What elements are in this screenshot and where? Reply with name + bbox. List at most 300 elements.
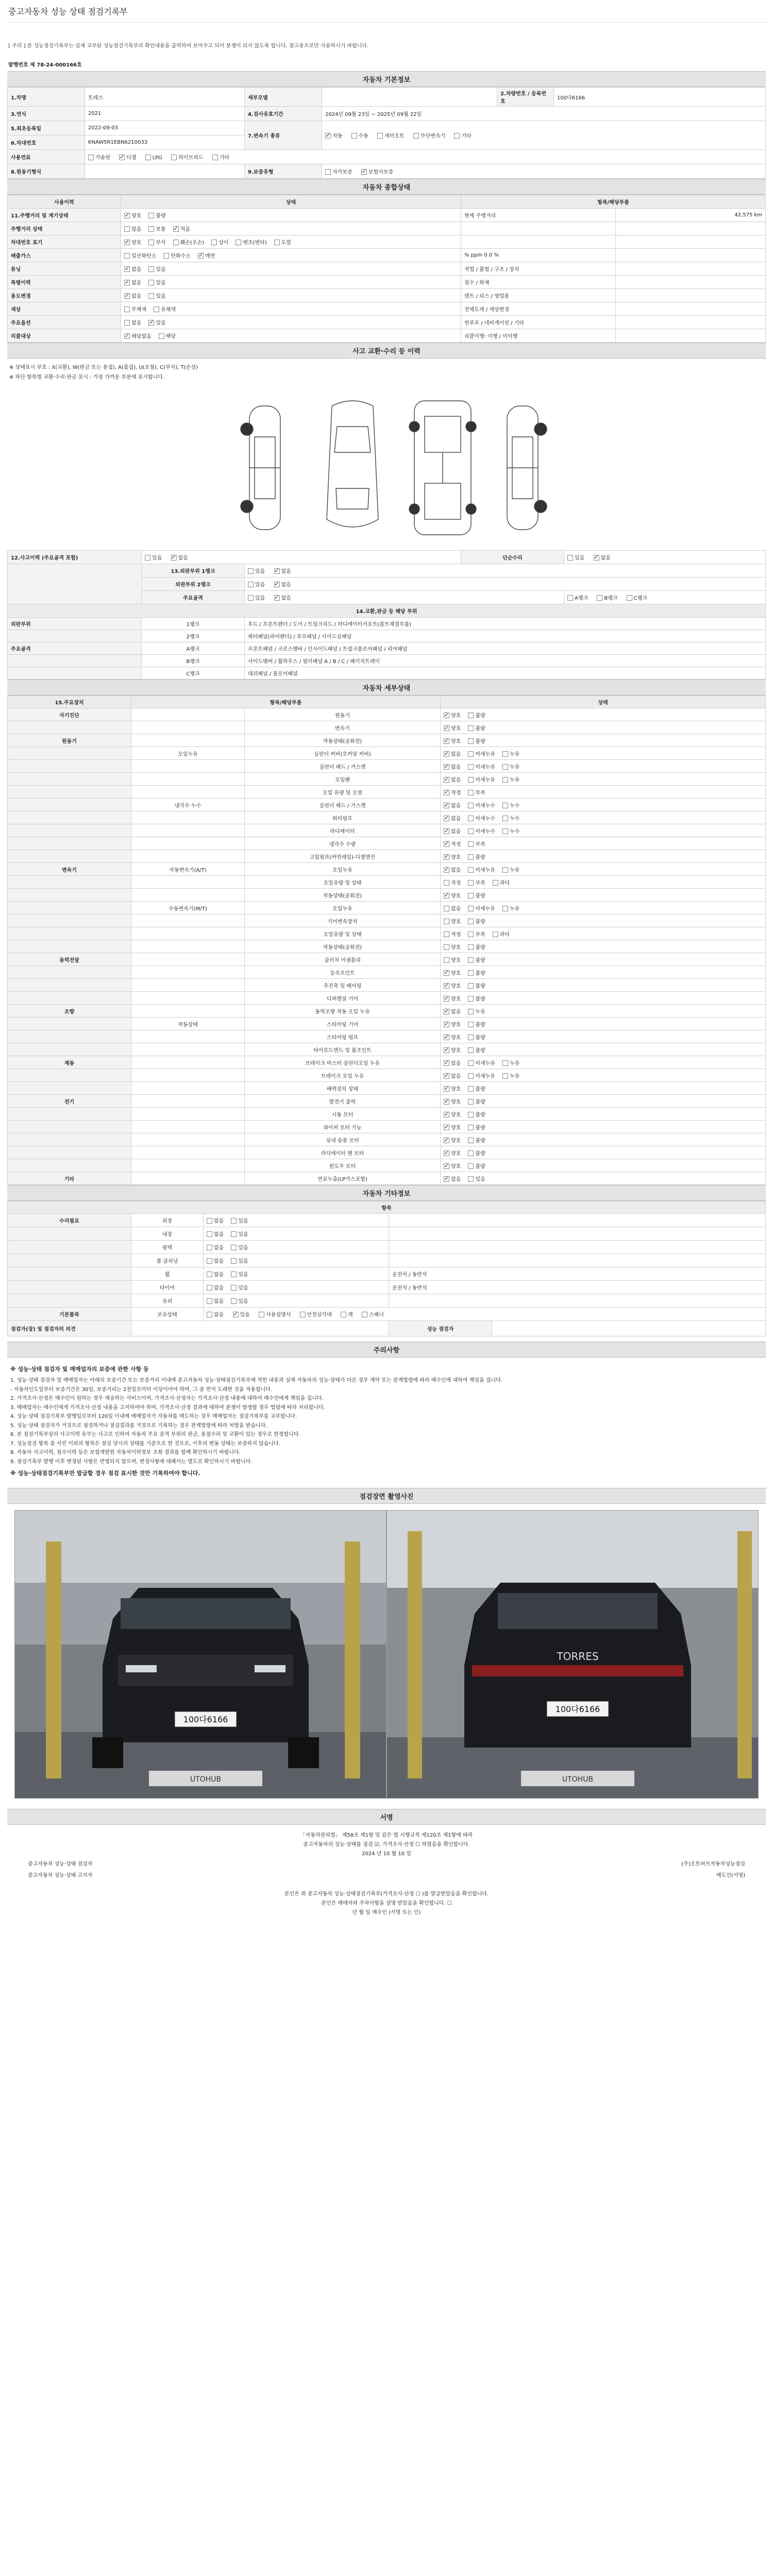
checkbox-icon — [468, 725, 474, 731]
option: 불량 — [468, 917, 485, 925]
detail-subgroup — [131, 1133, 245, 1146]
value-evaluator — [492, 1321, 766, 1336]
option: ✓ 해당없음 — [124, 332, 152, 340]
detail-row — [8, 1005, 766, 1018]
checkbox-icon — [468, 1150, 474, 1156]
other-options — [204, 1227, 389, 1241]
checkbox-icon — [468, 880, 474, 886]
label-basic-items: 기본품목 — [8, 1308, 131, 1321]
car-damage-diagram — [7, 385, 766, 550]
option: 미세누유 — [468, 1059, 495, 1066]
checkbox-icon — [444, 919, 449, 924]
option: 미세누유 — [468, 775, 495, 783]
detail-group: 원동기 — [8, 734, 131, 747]
status-row — [8, 249, 766, 262]
other-group — [8, 1281, 131, 1294]
status-row — [8, 316, 766, 329]
status-options — [121, 302, 461, 316]
option: 불량 — [468, 981, 485, 989]
option: 부족 — [468, 930, 485, 938]
detail-item: 실내 송풍 모터 — [245, 1133, 441, 1146]
option: ✓ 없음 — [444, 750, 461, 757]
checkbox-icon — [444, 906, 449, 911]
status-value — [616, 235, 766, 249]
status-head-item: 항목/해당부품 — [461, 195, 766, 209]
detail-group — [8, 747, 131, 760]
detail-row — [8, 953, 766, 966]
detail-options — [441, 1043, 766, 1056]
detail-options — [441, 1030, 766, 1043]
option: ✓ 없음 — [444, 1072, 461, 1079]
checkbox-icon — [444, 1073, 449, 1079]
checkbox-icon — [468, 828, 474, 834]
accident-legend: ※ 상태표시 부호 : X(교환), W(판금 또는 용접), A(흠집), U(요철), C(부식), T(손상) — [9, 365, 198, 370]
parts-rank: 1랭크 — [142, 618, 245, 630]
checkbox-icon — [468, 1009, 474, 1014]
other-row — [8, 1281, 766, 1294]
option: ✓ 없음 — [444, 866, 461, 873]
checkbox-icon — [231, 1258, 237, 1264]
status-options — [121, 222, 461, 235]
label-inspection-period: 4.검사유효기간 — [245, 107, 322, 121]
car-outline-diagram — [7, 385, 766, 550]
sign-line-1: 「자동차관리법」 제58조 제1항 및 같은 법 시행규칙 제120조 제1항에 따라 — [300, 1833, 473, 1839]
detail-subgroup — [131, 1159, 245, 1172]
checkbox-icon — [154, 307, 159, 312]
checkbox-icon — [468, 1112, 474, 1117]
option: 없음 — [207, 1270, 224, 1278]
detail-options — [441, 1082, 766, 1095]
detail-item: 고압펌프(커먼레일)-디젤엔진 — [245, 850, 441, 863]
detail-group — [8, 876, 131, 889]
detail-options — [441, 1172, 766, 1185]
option: ✓ 없음 — [444, 762, 461, 770]
accident-legend-2: ※ 하단 항목별 교환·수리·판금 표시 : 가장 가까운 부분에 표시합니다. — [9, 375, 165, 380]
other-remark — [389, 1241, 766, 1254]
option: 불량 — [468, 1033, 485, 1041]
detail-group — [8, 902, 131, 914]
option: ✓ 양호 — [444, 1123, 461, 1131]
status-table — [7, 195, 766, 343]
checkbox-icon — [627, 595, 632, 601]
option: 있음 — [231, 1216, 248, 1224]
checkbox-icon — [468, 1073, 474, 1079]
detail-item: 동력조향 작동 오일 누유 — [245, 1005, 441, 1018]
option: ✓ 없음 — [444, 1007, 461, 1015]
other-group — [8, 1227, 131, 1241]
detail-item: 브레이크 오일 누유 — [245, 1069, 441, 1082]
value-first-registration: 2022-09-03 — [85, 121, 245, 135]
checkbox-icon — [468, 931, 474, 937]
status-row — [8, 329, 766, 343]
checkbox-icon — [231, 1231, 237, 1237]
sign-inspector-name: (주)오토허브자동차성능점검 — [681, 1861, 745, 1868]
checkbox-icon — [444, 1138, 449, 1143]
detail-item: 오일유량 및 상태 — [245, 876, 441, 889]
detail-group: 전기 — [8, 1095, 131, 1108]
checkbox-icon — [236, 240, 241, 245]
status-label: 튜닝 — [8, 262, 121, 276]
status-value — [616, 249, 766, 262]
note-line: 9. 점검기록부 발행 이후 변경된 사항은 반영되지 않으며, 변경사항에 대해서는 별도로 확인하시기 바랍니다. — [10, 1459, 253, 1465]
other-item: 휠 — [131, 1267, 204, 1281]
checkbox-icon — [207, 1298, 212, 1304]
option: 탄화수소 — [163, 251, 191, 259]
other-table — [7, 1201, 766, 1336]
checkbox-icon — [377, 133, 383, 139]
detail-subgroup — [131, 811, 245, 824]
detail-options — [441, 747, 766, 760]
status-extra — [461, 222, 616, 235]
status-extra: 침수 / 화재 — [461, 276, 616, 289]
detail-row — [8, 747, 766, 760]
option: ✓ 있음 — [148, 318, 165, 326]
transmission-option: 무단변속기 — [413, 131, 445, 139]
option: 누유 — [468, 1007, 485, 1015]
option: ✓ 양호 — [124, 211, 141, 219]
checkbox-icon — [207, 1312, 212, 1317]
status-label: 주행거리 상태 — [8, 222, 121, 235]
fuel-options: 가솔린 ✓ 디젤 LPG 하이브리드 기타 — [85, 150, 766, 164]
transmission-options — [322, 121, 766, 150]
parts-group — [8, 655, 142, 667]
checkbox-icon — [88, 155, 94, 160]
detail-group — [8, 1018, 131, 1030]
option: ✓ 없음 — [124, 292, 141, 299]
checkbox-icon — [502, 828, 508, 834]
option: ✓ 양호 — [444, 1097, 461, 1105]
option: 무채색 — [124, 305, 146, 313]
detail-subgroup — [131, 889, 245, 902]
checkbox-icon — [444, 777, 449, 783]
checkbox-icon — [231, 1245, 237, 1250]
other-remark — [389, 1254, 766, 1267]
detail-row — [8, 708, 766, 721]
checkbox-icon — [444, 931, 449, 937]
checkbox-icon — [233, 1312, 239, 1317]
status-label: 용도변경 — [8, 289, 121, 302]
checkbox-icon — [444, 944, 449, 950]
other-options — [204, 1267, 389, 1281]
note-line: - 자동차인도일부터 보증기간은 30일, 보증거리는 2천킬로미터 이상이어야 하며, 그 중 먼저 도래한 것을 적용합니다. — [10, 1386, 273, 1393]
checkbox-icon — [468, 970, 474, 976]
detail-group — [8, 927, 131, 940]
option: 훼손(오손) — [173, 238, 204, 246]
other-options — [204, 1281, 389, 1294]
car-underbody-view — [409, 401, 476, 535]
checkbox-icon — [159, 333, 164, 339]
checkbox-icon — [444, 725, 449, 731]
detail-options — [441, 1005, 766, 1018]
detail-row — [8, 811, 766, 824]
option: ✓ 양호 — [444, 711, 461, 719]
rear-model-text: TORRES — [557, 1650, 599, 1663]
other-remark: 운전석 / 동반석 — [389, 1267, 766, 1281]
option: ✓ 없음 — [444, 1059, 461, 1066]
detail-group — [8, 1082, 131, 1095]
status-value — [616, 289, 766, 302]
status-label: 배출가스 — [8, 249, 121, 262]
detail-item: 스티어링 펌프 — [245, 1030, 441, 1043]
status-options — [121, 235, 461, 249]
detail-item: 디퍼렌셜 기어 — [245, 992, 441, 1005]
sign-inspector-label: 중고자동차 성능·상태 점검자 — [28, 1861, 93, 1868]
checkbox-icon — [502, 867, 508, 873]
checkbox-icon — [444, 957, 449, 963]
checkbox-icon — [502, 816, 508, 821]
checkbox-icon — [124, 240, 130, 245]
option: ✓ 양호 — [444, 724, 461, 732]
checkbox-icon — [597, 595, 602, 601]
detail-item: 스티어링 기어 — [245, 1018, 441, 1030]
parts-row — [8, 642, 766, 655]
checkbox-icon — [300, 1312, 306, 1317]
other-options — [204, 1241, 389, 1254]
detail-subgroup: 오일누유 — [131, 747, 245, 760]
checkbox-icon — [444, 751, 449, 757]
label-outer-panels — [8, 564, 142, 604]
detail-head-device: 15.주요장치 — [8, 696, 131, 708]
notes-body — [7, 1358, 766, 1485]
detail-options — [441, 1108, 766, 1121]
option: 없음 — [444, 904, 461, 912]
other-item: 내장 — [131, 1227, 204, 1241]
status-options — [121, 329, 461, 343]
option: ✓ 없음 — [444, 827, 461, 835]
option: 불량 — [468, 1046, 485, 1054]
option: 불량 — [468, 1110, 485, 1118]
checkbox-icon — [444, 1099, 449, 1105]
checkbox-icon — [444, 1125, 449, 1130]
parts-group — [8, 667, 142, 680]
detail-item: 발전기 출력 — [245, 1095, 441, 1108]
checkbox-icon — [163, 253, 169, 259]
checkbox-icon — [502, 906, 508, 911]
detail-subgroup — [131, 1082, 245, 1095]
option: 부족 — [468, 840, 485, 848]
section-photos: 점검장면 촬영사진 — [7, 1488, 766, 1504]
option: ✓ 없음 — [124, 265, 141, 273]
detail-row — [8, 979, 766, 992]
status-extra: % ppm 0.0 % — [461, 249, 616, 262]
detail-group — [8, 914, 131, 927]
front-plate-text: 100다6166 — [183, 1715, 228, 1725]
parts-group — [8, 630, 142, 642]
label-engine-type: 8.원동기형식 — [8, 164, 85, 179]
detail-row — [8, 773, 766, 786]
detail-group — [8, 979, 131, 992]
detail-item: 타이로드엔드 및 볼조인트 — [245, 1043, 441, 1056]
checkbox-icon — [502, 764, 508, 770]
checkbox-icon — [362, 1312, 367, 1317]
front-brand-text: UTOHUB — [190, 1775, 222, 1784]
warranty-options: 자가보증 ✓ 보험사보증 — [322, 164, 766, 179]
front-car-photo — [14, 1510, 386, 1799]
option: 부식 — [148, 238, 165, 246]
other-row — [8, 1241, 766, 1254]
detail-options — [441, 786, 766, 799]
detail-options — [441, 992, 766, 1005]
detail-item: 원동기 — [245, 708, 441, 721]
checkbox-icon — [231, 1272, 237, 1277]
option: 불량 — [468, 853, 485, 860]
parts-rank: C랭크 — [142, 667, 245, 680]
other-item: 외장 — [131, 1214, 204, 1227]
option: 미세누수 — [468, 814, 495, 822]
checkbox-icon — [468, 1163, 474, 1169]
detail-row — [8, 876, 766, 889]
option: 부족 — [468, 788, 485, 796]
detail-item: 기어변속장치 — [245, 914, 441, 927]
status-row — [8, 302, 766, 316]
checkbox-icon — [259, 1312, 264, 1317]
detail-row — [8, 1069, 766, 1082]
checkbox-icon — [444, 764, 449, 770]
status-extra: 현재 주행거리 — [461, 209, 616, 222]
option: 불량 — [468, 943, 485, 951]
option: 상이 — [211, 238, 228, 246]
checkbox-icon — [119, 155, 125, 160]
checkbox-icon — [124, 213, 130, 218]
option: ✓ 양호 — [444, 994, 461, 1002]
checkbox-icon — [444, 713, 449, 718]
option: 미세누유 — [468, 762, 495, 770]
detail-item: 실린더 헤드 / 가스켓 — [245, 760, 441, 773]
detail-subgroup — [131, 734, 245, 747]
detail-item: 연료누출(LP가스포함) — [245, 1172, 441, 1185]
option: 누수 — [502, 814, 519, 822]
option: ✓ 양호 — [444, 1020, 461, 1028]
detail-options — [441, 799, 766, 811]
option: ✓ 없음 — [444, 775, 461, 783]
detail-options — [441, 914, 766, 927]
option: ✓ 양호 — [444, 969, 461, 976]
option: 없음 — [207, 1230, 224, 1238]
option: 누유 — [502, 866, 519, 873]
checkbox-icon — [444, 867, 449, 873]
option: 누유 — [502, 775, 519, 783]
detail-item: 작동상태(공회전) — [245, 734, 441, 747]
detail-group — [8, 773, 131, 786]
note-line: 3. 매매업자는 매수인에게 가격조사·산정 내용을 고지하여야 하며, 가격조사·산정 결과에 대하여 분쟁이 발생할 경우 법령에 따라 처리합니다. — [10, 1404, 325, 1411]
detail-options — [441, 1133, 766, 1146]
label-fuel: 사용연료 — [8, 150, 85, 164]
option: ✓ 양호 — [444, 1162, 461, 1170]
detail-options — [441, 708, 766, 721]
parts-rank: A랭크 — [142, 642, 245, 655]
option: ✓ 양호 — [444, 853, 461, 860]
checkbox-icon — [468, 1086, 474, 1092]
detail-group — [8, 1146, 131, 1159]
status-options — [121, 249, 461, 262]
detail-row — [8, 966, 766, 979]
detail-item: 작동상태(공회전) — [245, 889, 441, 902]
status-value — [616, 276, 766, 289]
sign-date: 2024 년 10 월 10 일 — [362, 1851, 411, 1857]
option: 있음 — [468, 1175, 485, 1182]
detail-subgroup — [131, 953, 245, 966]
checkbox-icon — [173, 240, 179, 245]
checkbox-icon — [468, 713, 474, 718]
detail-group — [8, 721, 131, 734]
status-value: 42,575 km — [616, 209, 766, 222]
detail-options — [441, 837, 766, 850]
checkbox-icon — [468, 1176, 474, 1182]
checkbox-icon — [444, 983, 449, 989]
label-accident-history: 12.사고이력 (주요골격 포함) — [8, 551, 142, 564]
label-outer-rank1: 13.외판부위 1랭크 — [142, 564, 245, 578]
detail-group — [8, 992, 131, 1005]
label-inspector-opinion: 점검자(장) 및 점검자의 의견 — [8, 1321, 131, 1336]
checkbox-icon — [248, 582, 254, 587]
other-options — [204, 1214, 389, 1227]
transmission-option: 수동 — [351, 131, 368, 139]
checkbox-icon — [468, 983, 474, 989]
other-remark — [389, 1227, 766, 1241]
detail-row — [8, 863, 766, 876]
checkbox-icon — [502, 1073, 508, 1079]
option: 보통 — [148, 225, 165, 232]
other-group — [8, 1254, 131, 1267]
other-row — [8, 1267, 766, 1281]
detail-item: 오일누유 — [245, 863, 441, 876]
document-title: 중고자동차 성능 상태 점검기록부 — [7, 0, 766, 23]
parts-rank: 2랭크 — [142, 630, 245, 642]
status-row — [8, 289, 766, 302]
checkbox-icon — [231, 1298, 237, 1304]
detail-group — [8, 1121, 131, 1133]
checkbox-icon — [444, 1009, 449, 1014]
option: ✓ 양호 — [444, 1149, 461, 1157]
note-line: 2. 가격조사·산정은 매수인이 원하는 경우 제공하는 서비스이며, 가격조사·산정자는 가격조사·산정 내용에 대하여 매수인에게 책임을 집니다. — [10, 1396, 324, 1402]
detail-table — [7, 696, 766, 1185]
option: 있음 — [148, 278, 165, 286]
other-item: 광택 — [131, 1241, 204, 1254]
basic-items-options: 없음 ✓ 있음 사용설명서 안전삼각대 잭 스패너 — [204, 1308, 766, 1321]
detail-item: 윈도우 모터 — [245, 1159, 441, 1172]
detail-options — [441, 1056, 766, 1069]
checkbox-icon — [444, 1022, 449, 1027]
status-extra: 썬루프 / 네비게이션 / 기타 — [461, 316, 616, 329]
detail-subgroup — [131, 1108, 245, 1121]
option: ✓ 양호 — [444, 981, 461, 989]
signature-block — [7, 1825, 766, 1924]
checkbox-icon — [207, 1272, 212, 1277]
detail-options — [441, 760, 766, 773]
label-transmission: 7.변속기 종류 — [245, 121, 322, 150]
option: 불량 — [468, 891, 485, 899]
detail-subgroup — [131, 850, 245, 863]
status-head-state: 상태 — [121, 195, 461, 209]
notes-warning: ※ 성능·상태점검기록부만 발급할 경우 점검 표시한 것만 기록하여야 합니다. — [10, 1470, 200, 1477]
status-row — [8, 262, 766, 276]
option: 해당 — [159, 332, 176, 340]
transmission-option: 기타 — [454, 131, 471, 139]
checkbox-icon — [468, 867, 474, 873]
rear-brand-text: UTOHUB — [562, 1775, 594, 1784]
detail-subgroup: 자동변속기(A/T) — [131, 863, 245, 876]
checkbox-icon — [124, 266, 130, 272]
option: 누유 — [502, 750, 519, 757]
parts-items: 후드 / 프론트펜더 / 도어 / 트렁크리드 / 라디에이터서포트(볼트체결부품) — [245, 618, 766, 630]
detail-group: 제동 — [8, 1056, 131, 1069]
parts-items: 프론트패널 / 크로스멤버 / 인사이드패널 / 트렁크플로어패널 / 리어패널 — [245, 642, 766, 655]
detail-row — [8, 824, 766, 837]
detail-options — [441, 1018, 766, 1030]
detail-row — [8, 786, 766, 799]
option: ✓ 적음 — [173, 225, 190, 232]
checkbox-icon — [212, 155, 218, 160]
